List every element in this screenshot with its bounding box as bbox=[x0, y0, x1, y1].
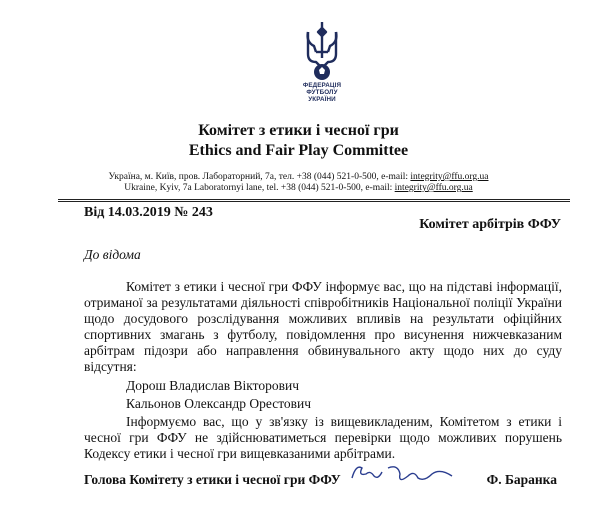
paragraph-2: Інформуємо вас, що у зв'язку із вищевикладеним, Комітетом з етики і чесної гри ФФУ не здійснюватиметься перевірки щодо можливих порушень Кодексу етики і чесної гри вищевказаними арбітрами. bbox=[84, 414, 562, 461]
letter-body bbox=[84, 279, 562, 462]
paragraph-1: Комітет з етики і чесної гри ФФУ інформує вас, що на підставі інформації, отриманої за результатами діяльності співробітників Національної поліції України щодо досудового розслідування можливих впливів на результати офіційних спортивних змагань з футболу, повідомлення про висунення нижчевказаним арбітрам підозри або направлення обвинувального акту щодо них до суду відсутня: bbox=[84, 279, 562, 374]
referee-name-2: Кальонов Олександр Орестович bbox=[126, 396, 312, 411]
signatory-position: Голова Комітету з етики і чесної гри ФФУ bbox=[84, 472, 341, 487]
signatory-name: Ф. Баранка bbox=[486, 472, 557, 487]
handwritten-signature bbox=[348, 458, 458, 488]
committee-title-en: Ethics and Fair Play Committee bbox=[188, 142, 409, 159]
committee-title-ua: Комітет з етики і чесної гри bbox=[198, 122, 399, 139]
trident-ball-emblem-icon bbox=[302, 18, 342, 82]
email-link-ua[interactable]: integrity@ffu.org.ua bbox=[410, 172, 489, 182]
address-en bbox=[0, 183, 597, 194]
ffu-logo bbox=[291, 18, 353, 103]
referee-name-1: Дорош Владислав Вікторович bbox=[126, 378, 300, 393]
header-divider-double bbox=[58, 201, 570, 202]
org-name-line1: ФЕДЕРАЦІЯ bbox=[302, 82, 342, 89]
address-ua bbox=[0, 172, 597, 183]
org-name-line3: УКРАЇНИ bbox=[308, 96, 336, 103]
address-ua-text: Україна, м. Київ, пров. Лабораторний, 7а, тел. +38 (044) 521-0-500, e-mail: bbox=[108, 172, 411, 182]
address-en-text: Ukraine, Kyiv, 7a Laboratornyi lane, tel. +38 (044) 521-0-500, e-mail: bbox=[124, 183, 395, 193]
header-divider bbox=[58, 199, 570, 200]
letter-number: Від 14.03.2019 № 243 bbox=[84, 205, 213, 220]
org-name-line2: ФУТБОЛУ bbox=[306, 89, 338, 96]
for-information-note: До відома bbox=[84, 247, 141, 262]
recipient: Комітет арбітрів ФФУ bbox=[419, 217, 561, 232]
email-link-en[interactable]: integrity@ffu.org.ua bbox=[394, 183, 473, 193]
